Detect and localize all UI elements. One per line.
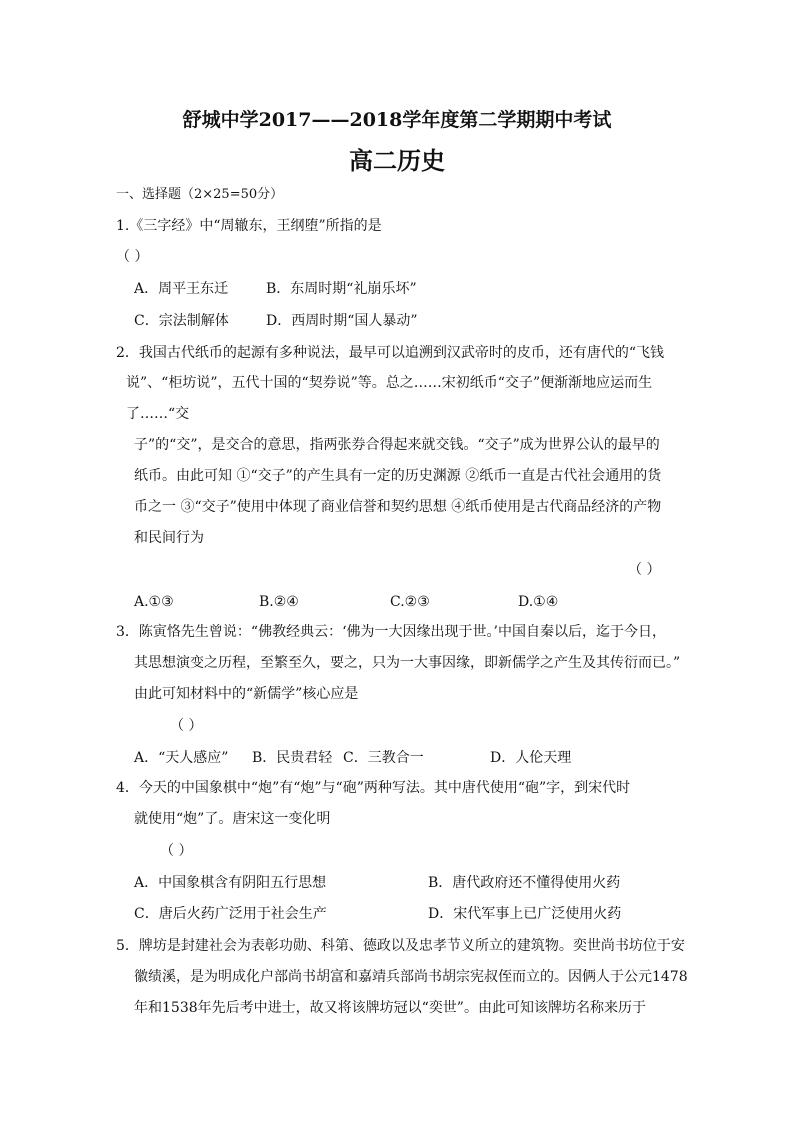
option-a: A.①③ bbox=[134, 594, 174, 610]
question-text: 其思想演变之历程，至繁至久，要之，只为一大事因缘，即新儒学之产生及其传衍而已。” bbox=[134, 655, 681, 671]
option-d: D．西周时期“国人暴动” bbox=[266, 313, 418, 329]
option-b: B．民贵君轻 bbox=[252, 750, 333, 766]
question-text: 年和1538年先后考中进士，故又将该牌坊冠以“奕世”。由此可知该牌坊名称来历于 bbox=[134, 1000, 646, 1016]
question-text: 就使用“炮”了。唐宋这一变化明 bbox=[134, 811, 331, 827]
question-text: 2．我国古代纸币的起源有多种说法，最早可以追溯到汉武帝时的皮币，还有唐代的“飞钱 bbox=[116, 345, 665, 361]
option-c: C.②③ bbox=[390, 594, 430, 610]
option-a: A．中国象棋含有阴阳五行思想 bbox=[134, 875, 327, 891]
question-text: 子”的“交”，是交合的意思，指两张券合得起来就交钱。“交子”成为世界公认的最早的 bbox=[134, 437, 660, 453]
option-c: C．三教合一 bbox=[343, 750, 424, 766]
option-a: A．“天人感应” bbox=[134, 750, 229, 766]
question-text: 纸币。由此可知 ①“交子”的产生具有一定的历史渊源 ②纸币一直是古代社会通用的货 bbox=[134, 468, 662, 484]
answer-blank: （ ） bbox=[170, 718, 203, 734]
option-d: D.①④ bbox=[518, 594, 559, 610]
question-text: 币之一 ③“交子”使用中体现了商业信誉和契约思想 ④纸币使用是古代商品经济的产物 bbox=[134, 499, 662, 515]
option-c: C．唐后火药广泛用于社会生产 bbox=[134, 906, 327, 922]
question-text: 了……“交 bbox=[126, 406, 190, 422]
exam-subtitle: 高二历史 bbox=[349, 146, 445, 175]
answer-blank: （ ） bbox=[160, 843, 193, 859]
section-heading: 一、选择题（2×25=50分） bbox=[116, 187, 284, 202]
option-a: A．周平王东迁 bbox=[134, 281, 229, 297]
option-d: D．宋代军事上已广泛使用火药 bbox=[428, 906, 622, 922]
question-text: 5．牌坊是封建社会为表彰功勋、科第、德政以及忠孝节义所立的建筑物。奕世尚书坊位于安 bbox=[116, 938, 685, 954]
question-text: 3．陈寅恪先生曾说：“佛教经典云：‘佛为一大因缘出现于世。’中国自秦以后，迄于今日， bbox=[116, 624, 666, 640]
option-d: D．人伦天理 bbox=[490, 750, 572, 766]
question-text: 4．今天的中国象棋中“炮”有“炮”与“砲”两种写法。其中唐代使用“砲”字，到宋代时 bbox=[116, 780, 631, 796]
question-text: 1.《三字经》中“周辙东，王纲堕”所指的是 bbox=[116, 218, 382, 234]
question-text: 说”、“柜坊说”，五代十国的“契券说”等。总之……宋初纸币“交子”便渐渐地应运而生 bbox=[126, 375, 653, 391]
question-text: 由此可知材料中的“新儒学”核心应是 bbox=[134, 686, 359, 702]
answer-blank: （ ） bbox=[116, 249, 149, 265]
option-c: C．宗法制解体 bbox=[134, 313, 229, 329]
question-text: 徽绩溪，是为明成化户部尚书胡富和嘉靖兵部尚书胡宗宪叔侄而立的。因俩人于公元1478 bbox=[134, 969, 688, 985]
answer-blank: （ ） bbox=[628, 562, 661, 578]
exam-title: 舒城中学2017——2018学年度第二学期期中考试 bbox=[182, 109, 612, 131]
option-b: B.②④ bbox=[259, 594, 299, 610]
option-b: B．东周时期“礼崩乐坏” bbox=[266, 281, 417, 297]
question-text: 和民间行为 bbox=[134, 530, 204, 546]
option-b: B．唐代政府还不懂得使用火药 bbox=[428, 875, 621, 891]
